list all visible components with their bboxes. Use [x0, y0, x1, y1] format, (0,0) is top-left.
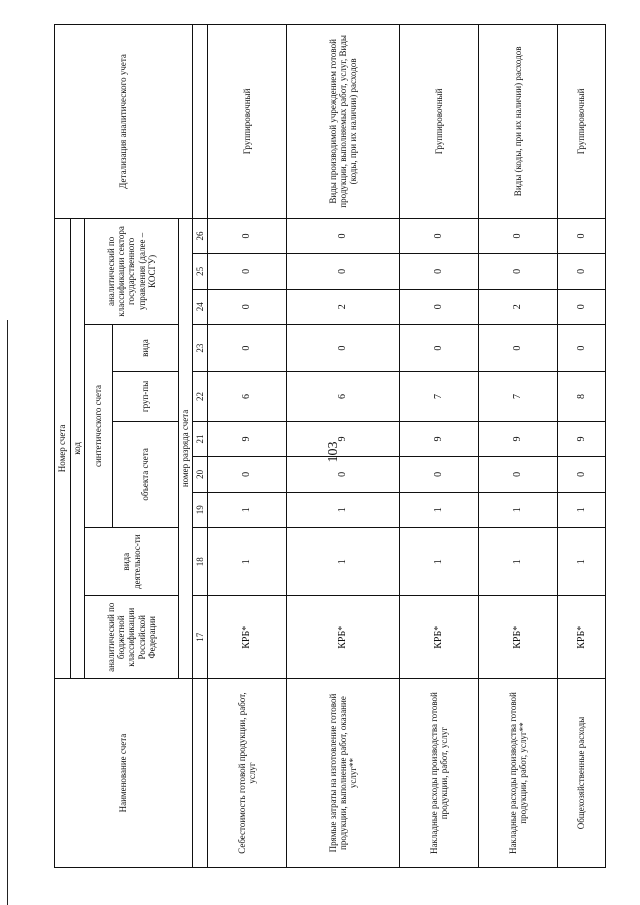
row-detail: Виды производимой учреждением готовой продукции, выполняемых работ, услуг, Виды (коды, при их наличии) расходов [286, 25, 399, 219]
chart-of-accounts-table [54, 24, 606, 868]
row-cell: 2 [478, 289, 557, 324]
table-row [286, 25, 399, 868]
table-row [557, 25, 605, 868]
column-number: 21 [193, 421, 208, 456]
row-cell: 0 [208, 289, 287, 324]
row-cell: 0 [557, 218, 605, 253]
row-detail: Виды (коды, при их наличии) расходов [478, 25, 557, 219]
column-number-empty [193, 679, 208, 868]
column-number-empty [193, 25, 208, 219]
header-kind: вида [113, 324, 179, 371]
row-cell: 1 [400, 492, 479, 527]
row-cell: 0 [400, 324, 479, 371]
row-cell: КРБ* [208, 596, 287, 679]
row-cell: 7 [478, 372, 557, 422]
row-cell: 1 [400, 527, 479, 595]
column-number-row [193, 25, 208, 868]
row-cell: 6 [286, 372, 399, 422]
column-number: 18 [193, 527, 208, 595]
row-cell: КРБ* [557, 596, 605, 679]
header-account-object: объекта счета [113, 421, 179, 527]
column-number: 19 [193, 492, 208, 527]
column-number: 24 [193, 289, 208, 324]
row-cell: КРБ* [286, 596, 399, 679]
row-cell: 6 [208, 372, 287, 422]
row-cell: КРБ* [478, 596, 557, 679]
row-cell: 9 [478, 421, 557, 456]
header-code: код [71, 218, 85, 678]
row-cell: 1 [478, 527, 557, 595]
table-row [208, 25, 287, 868]
column-number: 23 [193, 324, 208, 371]
rotated-table-container [54, 24, 606, 868]
row-cell: 0 [557, 324, 605, 371]
column-number: 26 [193, 218, 208, 253]
row-cell: 0 [478, 218, 557, 253]
row-cell: 9 [557, 421, 605, 456]
row-cell: 0 [208, 254, 287, 289]
row-cell: 1 [208, 492, 287, 527]
page-number: 103 [326, 441, 341, 463]
row-cell: 0 [478, 254, 557, 289]
row-account-name: Накладные расходы производства готовой продукции, работ, услуг** [478, 679, 557, 868]
row-cell: 0 [208, 457, 287, 492]
row-cell: 0 [478, 457, 557, 492]
row-cell: 0 [208, 324, 287, 371]
column-number: 25 [193, 254, 208, 289]
header-account-name: Наименование счета [55, 679, 193, 868]
row-cell: 0 [208, 218, 287, 253]
row-account-name: Общехозяйственные расходы [557, 679, 605, 868]
row-cell: 0 [400, 218, 479, 253]
header-activity-type: вида деятельнос-ти [85, 527, 179, 595]
row-cell: 2 [286, 289, 399, 324]
row-cell: 0 [286, 218, 399, 253]
row-cell: 1 [286, 492, 399, 527]
row-detail: Группировочный [557, 25, 605, 219]
row-cell: 0 [286, 457, 399, 492]
header-digit-number: номер разряда счета [179, 218, 193, 678]
header-budget-classification: аналитический по бюджетной классификации Российской Федерации [85, 596, 179, 679]
row-cell: 0 [400, 254, 479, 289]
row-account-name: Себестоимость готовой продукции, работ, услуг [208, 679, 287, 868]
row-cell: 0 [286, 254, 399, 289]
row-cell: 9 [208, 421, 287, 456]
row-cell: 0 [557, 289, 605, 324]
header-kosgu: аналитический по классификации сектора государственного управления (далее – КОСГУ) [85, 218, 179, 324]
row-cell: 0 [400, 457, 479, 492]
row-cell: 0 [478, 324, 557, 371]
row-cell: 0 [557, 457, 605, 492]
header-group: груп-пы [113, 372, 179, 422]
row-cell: 1 [557, 527, 605, 595]
header-detail: Детализация аналитического учета [55, 25, 193, 219]
row-cell: 7 [400, 372, 479, 422]
row-cell: 1 [557, 492, 605, 527]
row-cell: 1 [478, 492, 557, 527]
row-cell: 9 [286, 421, 399, 456]
row-cell: 0 [286, 324, 399, 371]
row-cell: КРБ* [400, 596, 479, 679]
row-cell: 0 [400, 289, 479, 324]
column-number: 20 [193, 457, 208, 492]
table-row [400, 25, 479, 868]
row-cell: 1 [286, 527, 399, 595]
row-account-name: Прямые затраты на изготовление готовой продукции, выполнение работ, оказание услуг** [286, 679, 399, 868]
left-margin-rule [7, 320, 8, 905]
row-account-name: Накладные расходы производства готовой продукции, работ, услуг [400, 679, 479, 868]
header-synthetic-account: синтетического счета [85, 324, 113, 527]
row-detail: Группировочный [208, 25, 287, 219]
row-cell: 8 [557, 372, 605, 422]
row-detail: Группировочный [400, 25, 479, 219]
row-cell: 1 [208, 527, 287, 595]
table-row [478, 25, 557, 868]
header-account-number: Номер счета [55, 218, 71, 678]
column-number: 22 [193, 372, 208, 422]
row-cell: 9 [400, 421, 479, 456]
row-cell: 0 [557, 254, 605, 289]
column-number: 17 [193, 596, 208, 679]
